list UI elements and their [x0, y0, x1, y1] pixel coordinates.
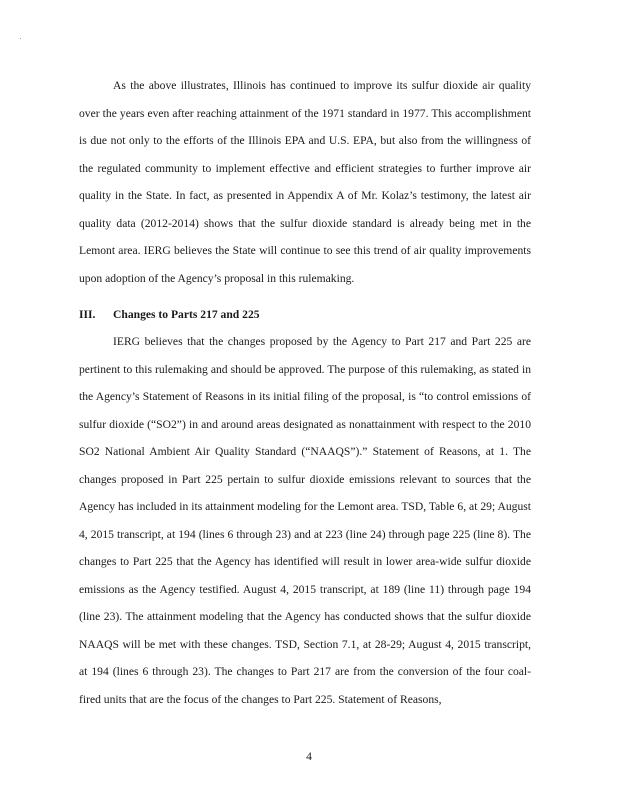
section-title: Changes to Parts 217 and 225 — [113, 308, 260, 321]
paragraph-air-quality: As the above illustrates, Illinois has continued to improve its sulfur dioxide air quality over the years even after reaching attainment of the 1971 standard in 1977. This accomplishment is due not only to the efforts of the Illinois EPA and U.S. EPA, but also from the willingness of the regulated community to implement effective and efficient strategies to further improve air quality in the State. In fact, as presented in Appendix A of Mr. Kolaz’s testimony, the latest air quality data (2012-2014) shows that the sulfur dioxide standard is already being met in the Lemont area. IERG believes the State will continue to see this trend of air quality improvements upon adoption of the Agency’s proposal in this rulemaking. — [79, 79, 531, 285]
paragraph-changes-parts: IERG believes that the changes proposed by the Agency to Part 217 and Part 225 are pertinent to this rulemaking and should be approved. The purpose of this rulemaking, as stated in the Agency’s Statement of Reasons in its initial filing of the proposal, is “to control emissions of sulfur dioxide (“SO2”) in and around areas designated as nonattainment with respect to the 2010 SO2 National Ambient Air Quality Standard (“NAAQS”).” Statement of Reasons, at 1. The changes proposed in Part 225 pertain to sulfur dioxide emissions relevant to sources that the Agency has included in its attainment modeling for the Lemont area. TSD, Table 6, at 29; August 4, 2015 transcript, at 194 (lines 6 through 23) and at 223 (line 24) through page 225 (line 8). The changes to Part 225 that the Agency has identified will result in lower area-wide sulfur dioxide emissions as the Agency testified. August 4, 2015 transcript, at 189 (line 11) through page 194 (line 23). The attainment modeling that the Agency has conducted shows that the sulfur dioxide NAAQS will be met with these changes. TSD, Section 7.1, at 28-29; August 4, 2015 transcript, at 194 (lines 6 through 23). The changes to Part 217 are from the conversion of the four coal-fired units that are the focus of the changes to Part 225. Statement of Reasons, — [79, 335, 531, 706]
section-number: III. — [79, 308, 96, 321]
page-number: 4 — [306, 750, 312, 763]
section-heading — [79, 306, 260, 324]
scan-speck — [20, 38, 21, 39]
